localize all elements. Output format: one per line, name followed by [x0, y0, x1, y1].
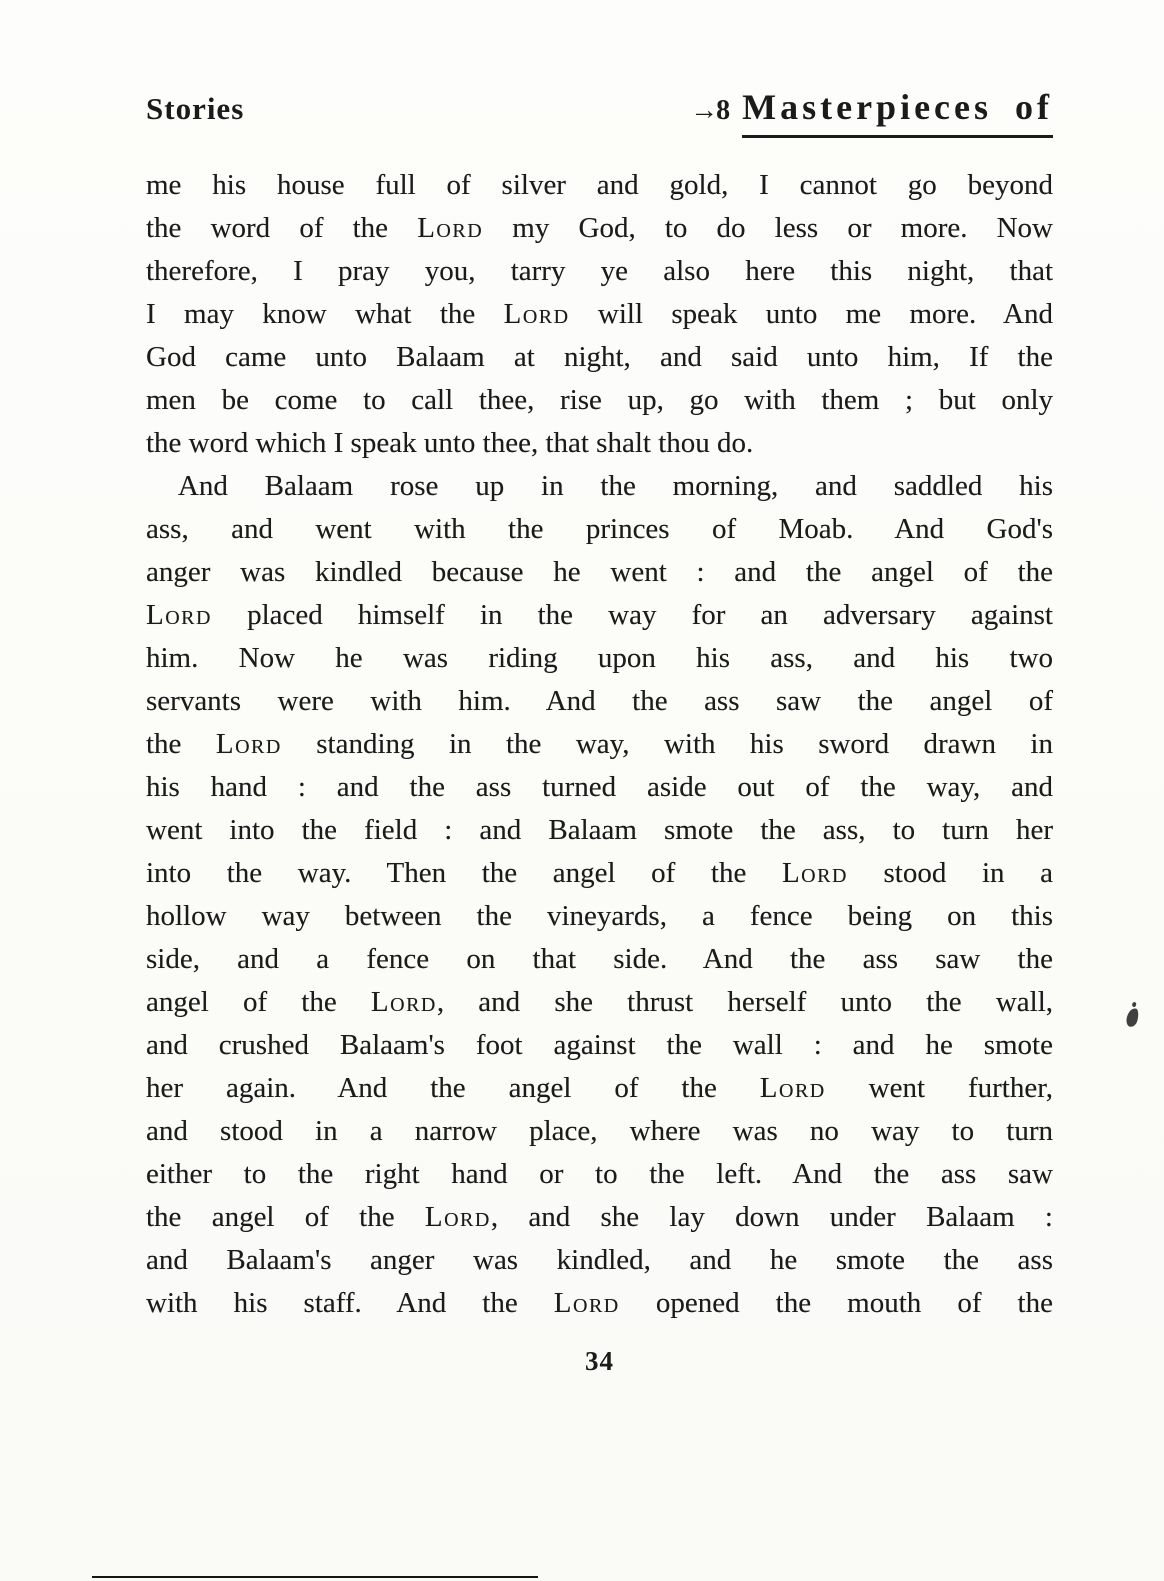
- text-line: [146, 250, 1053, 293]
- text-run: anger was kindled because he went : and the angel of the: [146, 556, 1053, 588]
- text-run: opened the mouth of the: [619, 1287, 1053, 1319]
- text-run: my God, to do less or more. Now: [483, 212, 1053, 244]
- page-footer: [146, 1346, 1053, 1377]
- text-line: [146, 336, 1053, 379]
- text-line: [146, 809, 1053, 852]
- text-run: went into the field : and Balaam smote the ass, to turn her: [146, 814, 1053, 846]
- small-caps-run: Lord: [553, 1287, 620, 1319]
- running-head-right: [690, 86, 1053, 138]
- small-caps-run: Lord: [215, 728, 282, 760]
- text-run: , and she lay down under Balaam :: [490, 1201, 1053, 1233]
- small-caps-run: Lord: [781, 857, 848, 889]
- text-run: standing in the way, with his sword drawn in: [281, 728, 1053, 760]
- text-run: will speak unto me more. And: [569, 298, 1053, 330]
- text-run: the angel of the: [146, 1201, 425, 1233]
- text-line: [146, 1282, 1053, 1325]
- page-number: 34: [585, 1346, 614, 1376]
- scan-edge-artifact: [92, 1576, 538, 1578]
- small-caps-run: Lord: [146, 599, 212, 631]
- text-run: I may know what the: [146, 298, 504, 330]
- text-line: [146, 680, 1053, 723]
- text-run: side, and a fence on that side. And the ass saw the: [146, 943, 1053, 975]
- text-line: [146, 594, 1053, 637]
- running-head-left: Stories: [146, 91, 245, 126]
- text-run: her again. And the angel of the: [146, 1072, 760, 1104]
- text-run: me his house full of silver and gold, I cannot go beyond: [146, 169, 1053, 201]
- small-caps-run: Lord: [370, 986, 437, 1018]
- text-run: went further,: [825, 1072, 1053, 1104]
- text-run: into the way. Then the angel of the: [146, 857, 782, 889]
- fleuron-ornament-icon: →8: [690, 95, 729, 126]
- text-run: the: [146, 728, 216, 760]
- small-caps-run: Lord: [424, 1201, 491, 1233]
- text-run: his hand : and the ass turned aside out of the way, and: [146, 771, 1053, 803]
- text-run: with his staff. And the: [146, 1287, 554, 1319]
- text-line: [146, 164, 1053, 207]
- text-line: [146, 895, 1053, 938]
- text-line: [146, 766, 1053, 809]
- text-line: [146, 1239, 1053, 1282]
- text-run: therefore, I pray you, tarry ye also here this night, that: [146, 255, 1053, 287]
- text-line: [146, 379, 1053, 422]
- text-run: men be come to call thee, rise up, go with them ; but only: [146, 384, 1053, 416]
- text-line: [146, 723, 1053, 766]
- text-run: angel of the: [146, 986, 371, 1018]
- text-line: [146, 1024, 1053, 1067]
- text-run: and crushed Balaam's foot against the wall : and he smote: [146, 1029, 1053, 1061]
- running-head: [146, 86, 1053, 138]
- paragraph: [146, 465, 1053, 1325]
- text-run: servants were with him. And the ass saw the angel of: [146, 685, 1053, 717]
- text-line: [146, 293, 1053, 336]
- small-caps-run: Lord: [503, 298, 570, 330]
- text-run: and stood in a narrow place, where was no way to turn: [146, 1115, 1053, 1147]
- text-line: [146, 465, 1053, 508]
- text-run: And Balaam rose up in the morning, and saddled his: [177, 470, 1053, 502]
- paragraph: [146, 164, 1053, 465]
- running-head-right-title: Masterpieces of: [742, 86, 1053, 138]
- text-run: the word of the: [146, 212, 418, 244]
- text-block: [146, 164, 1053, 1325]
- small-caps-run: Lord: [417, 212, 484, 244]
- text-line: [146, 1110, 1053, 1153]
- text-line: [146, 938, 1053, 981]
- text-run: the word which I speak unto thee, that shalt thou do.: [146, 427, 754, 459]
- text-run: either to the right hand or to the left. And the ass saw: [146, 1158, 1053, 1190]
- text-run: ass, and went with the princes of Moab. And God's: [146, 513, 1053, 545]
- small-caps-run: Lord: [759, 1072, 826, 1104]
- text-line: [146, 637, 1053, 680]
- text-line: [146, 1196, 1053, 1239]
- text-line: [146, 207, 1053, 250]
- text-run: hollow way between the vineyards, a fence being on this: [146, 900, 1053, 932]
- text-run: stood in a: [847, 857, 1053, 889]
- text-line: [146, 1153, 1053, 1196]
- text-run: God came unto Balaam at night, and said unto him, If the: [146, 341, 1053, 373]
- text-line: [146, 852, 1053, 895]
- text-run: placed himself in the way for an adversary against: [211, 599, 1053, 631]
- text-run: him. Now he was riding upon his ass, and his two: [146, 642, 1053, 674]
- text-line: [146, 508, 1053, 551]
- text-line: [146, 551, 1053, 594]
- text-line: [146, 422, 1053, 465]
- text-line: [146, 1067, 1053, 1110]
- text-run: and Balaam's anger was kindled, and he smote the ass: [146, 1244, 1053, 1276]
- text-line: [146, 981, 1053, 1024]
- text-run: , and she thrust herself unto the wall,: [436, 986, 1054, 1018]
